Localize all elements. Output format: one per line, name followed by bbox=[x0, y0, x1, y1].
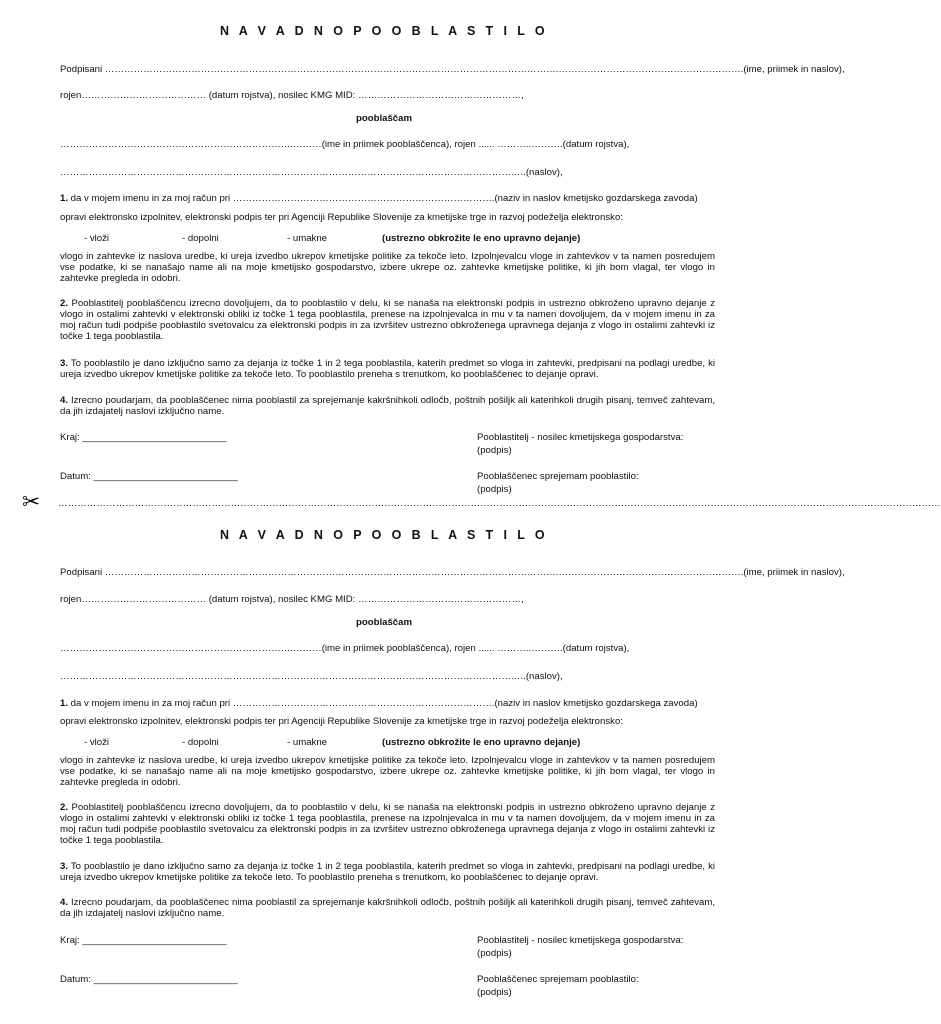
point-4-number: 4. bbox=[60, 897, 69, 908]
point-3-number: 3. bbox=[60, 861, 69, 872]
point-4-number: 4. bbox=[60, 395, 69, 406]
scissors-icon: ✂ bbox=[22, 490, 41, 515]
field-datum[interactable]: Datum: ___________________________ bbox=[60, 974, 238, 985]
point-1 bbox=[60, 698, 698, 709]
cut-line: …………………………………………………………………………………………………………………………………………………………………………………………………………………………………………………… bbox=[58, 498, 941, 509]
label-pooblastitelj: Pooblastitelj - nosilec kmetijskega gospodarstva: bbox=[477, 432, 684, 443]
line-pooblascenec: ……………………………………………………………….………(ime in priimek pooblaščenca), rojen ...... ………..……….(datum rojstva), bbox=[60, 643, 630, 654]
line-rojen: rojen………………………………… (datum rojstva), nosilec KMG MID: ……………………………………………, bbox=[60, 594, 524, 605]
point-3-text: To pooblastilo je dano izključno samo za dejanja iz točke 1 in 2 tega pooblastila, katerih predmet so vloga in zahtevki, predpisani na podlagi uredbe, ki ureja izvedbo ukrepov kmetijske politike za tekoče leto. To pooblastilo preneha s trenutkom, ko pooblaščenec to dejanje opravi. bbox=[60, 861, 715, 883]
line-opravi: opravi elektronsko izpolnitev, elektronski podpis ter pri Agenciji Republike Slovenije za kmetijske trge in razvoj podeželja elektronsko: bbox=[60, 212, 623, 223]
point-1-text: da v mojem imenu in za moj račun pri ……………………………………………………………………….(naziv in naslov kmetijsko gozdarskega zavoda) bbox=[68, 698, 698, 709]
label-podpis: (podpis) bbox=[477, 948, 512, 959]
paragraph-vlogo: vlogo in zahtevke iz naslova uredbe, ki ureja izvedbo ukrepov kmetijske politike za tekoče leto. Izpolnjevalcu vloge in zahtevkov v ta namen posredujem vse podatke, ki se nanašajo name ali na moje kmetijsko gospodarstvo, izbere ukrepe oz. zahtevke kmetijske politike, ki jih bom vlagal, ter vlogo in zahtevke pregleda in odobri. bbox=[60, 251, 715, 284]
line-opravi: opravi elektronsko izpolnitev, elektronski podpis ter pri Agenciji Republike Slovenije za kmetijske trge in razvoj podeželja elektronsko: bbox=[60, 716, 623, 727]
option-dopolni[interactable]: - dopolni bbox=[182, 737, 219, 748]
line-podpisani: Podpisani …………………………………………………………………………………………………………………………….………………………………………………….(ime, priimek in naslov), bbox=[60, 64, 845, 75]
point-2 bbox=[60, 802, 715, 846]
line-pooblascenec: ……………………………………………………………….………(ime in priimek pooblaščenca), rojen ...... ………..……….(datum rojstva), bbox=[60, 139, 630, 150]
form-title: N A V A D N O P O O B L A S T I L O bbox=[219, 528, 549, 542]
point-1-text: da v mojem imenu in za moj račun pri ……………………………………………………………………….(naziv in naslov kmetijsko gozdarskega zavoda) bbox=[68, 193, 698, 204]
point-3 bbox=[60, 861, 715, 883]
point-2-number: 2. bbox=[60, 298, 69, 309]
field-kraj[interactable]: Kraj: ___________________________ bbox=[60, 432, 227, 443]
options-note: (ustrezno obkrožite le eno upravno dejanje) bbox=[382, 737, 581, 748]
label-pooblastitelj: Pooblastitelj - nosilec kmetijskega gospodarstva: bbox=[477, 935, 684, 946]
point-4 bbox=[60, 897, 715, 919]
point-4-text: Izrecno poudarjam, da pooblaščenec nima pooblastil za sprejemanje kakršnihkoli odločb, poštnih pošiljk ali katerihkoli drugih pisanj, temveč zahtevam, da jih izdajatelj naslovi izključno name. bbox=[60, 395, 715, 417]
point-3-text: To pooblastilo je dano izključno samo za dejanja iz točke 1 in 2 tega pooblastila, katerih predmet so vloga in zahtevki, predpisani na podlagi uredbe, ki ureja izvedbo ukrepov kmetijske politike za tekoče leto. To pooblastilo preneha s trenutkom, ko pooblaščenec to dejanje opravi. bbox=[60, 358, 715, 380]
point-2-text: Pooblastitelj pooblaščencu izrecno dovoljujem, da to pooblastilo v delu, ki se nanaša na elektronski podpis in ustrezno obkroženo upravno dejanje z vlogo in ostalimi zahtevki v elektronski obliki iz točke 1 tega pooblastila, prenese na izpolnjevalca in mu v ta namen dovoljujem, da v mojem imenu in za moj račun tudi podpiše pooblastilo svetovalcu za elektronski podpis in za izvršitev ustrezno obkroženega upravnega dejanja z vlogo in ostalimi zahtevki iz točke 1 tega pooblastila. bbox=[60, 802, 715, 846]
line-rojen: rojen………………………………… (datum rojstva), nosilec KMG MID: ……………………………………………, bbox=[60, 90, 524, 101]
label-pooblascenec-sprejem: Pooblaščenec sprejemam pooblastilo: bbox=[477, 471, 639, 482]
point-1 bbox=[60, 193, 698, 204]
option-vlozi[interactable]: - vloži bbox=[84, 737, 110, 748]
line-naslov: ………………………………………………………………………………………………………………………………..(naslov), bbox=[60, 167, 563, 178]
authorization-form bbox=[0, 506, 845, 1006]
options-note: (ustrezno obkrožite le eno upravno dejanje) bbox=[382, 233, 581, 244]
heading-pooblascam: pooblaščam bbox=[356, 617, 412, 628]
point-2-text: Pooblastitelj pooblaščencu izrecno dovoljujem, da to pooblastilo v delu, ki se nanaša na elektronski podpis in ustrezno obkroženo upravno dejanje z vlogo in ostalimi zahtevki v elektronski obliki iz točke 1 tega pooblastila, prenese na izpolnjevalca in mu v ta namen dovoljujem, da v mojem imenu in za moj račun tudi podpiše pooblastilo svetovalcu za elektronski podpis in za izvršitev ustrezno obkroženega upravnega dejanja z vlogo in ostalimi zahtevki iz točke 1 tega pooblastila. bbox=[60, 298, 715, 342]
line-naslov: ………………………………………………………………………………………………………………………………..(naslov), bbox=[60, 671, 563, 682]
paragraph-vlogo: vlogo in zahtevke iz naslova uredbe, ki ureja izvedbo ukrepov kmetijske politike za tekoče leto. Izpolnjevalcu vloge in zahtevkov v ta namen posredujem vse podatke, ki se nanašajo name ali na moje kmetijsko gospodarstvo, izbere ukrepe oz. zahtevke kmetijske politike, ki jih bom vlagal, ter vlogo in zahtevke pregleda in odobri. bbox=[60, 755, 715, 788]
option-dopolni[interactable]: - dopolni bbox=[182, 233, 219, 244]
label-podpis: (podpis) bbox=[477, 987, 512, 998]
point-1-number: 1. bbox=[60, 193, 69, 204]
form-title: N A V A D N O P O O B L A S T I L O bbox=[219, 24, 549, 38]
label-podpis: (podpis) bbox=[477, 445, 512, 456]
point-4 bbox=[60, 395, 715, 417]
option-umakne[interactable]: - umakne bbox=[287, 737, 327, 748]
point-4-text: Izrecno poudarjam, da pooblaščenec nima pooblastil za sprejemanje kakršnihkoli odločb, poštnih pošiljk ali katerihkoli drugih pisanj, temveč zahtevam, da jih izdajatelj naslovi izključno name. bbox=[60, 897, 715, 919]
point-2 bbox=[60, 298, 715, 342]
field-datum[interactable]: Datum: ___________________________ bbox=[60, 471, 238, 482]
authorization-form bbox=[0, 0, 845, 500]
point-3-number: 3. bbox=[60, 358, 69, 369]
point-2-number: 2. bbox=[60, 802, 69, 813]
line-podpisani: Podpisani …………………………………………………………………………………………………………………………….………………………………………………….(ime, priimek in naslov), bbox=[60, 567, 845, 578]
option-vlozi[interactable]: - vloži bbox=[84, 233, 110, 244]
label-pooblascenec-sprejem: Pooblaščenec sprejemam pooblastilo: bbox=[477, 974, 639, 985]
point-3 bbox=[60, 358, 715, 380]
label-podpis: (podpis) bbox=[477, 484, 512, 495]
point-1-number: 1. bbox=[60, 698, 69, 709]
heading-pooblascam: pooblaščam bbox=[356, 113, 412, 124]
option-umakne[interactable]: - umakne bbox=[287, 233, 327, 244]
field-kraj[interactable]: Kraj: ___________________________ bbox=[60, 935, 227, 946]
